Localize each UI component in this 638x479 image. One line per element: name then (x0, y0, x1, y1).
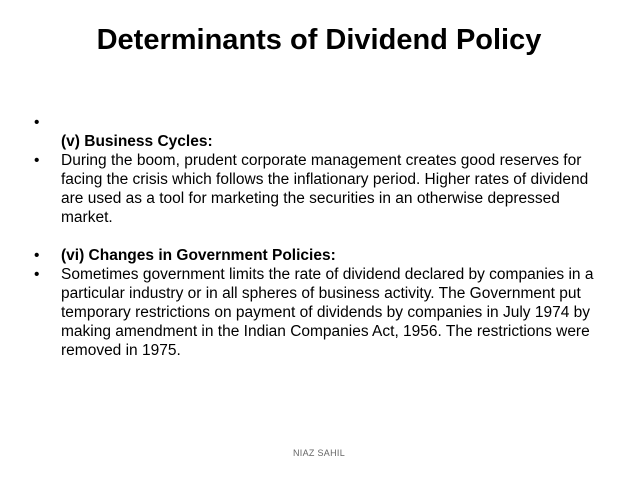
bullet-dot-icon: • (34, 247, 40, 264)
bullet-item-government-policies-text (34, 265, 609, 360)
slide-footer: NIAZ SAHIL (292, 448, 345, 458)
bullet-item-empty (34, 113, 609, 132)
bullet-item-business-cycles-heading (34, 132, 609, 151)
bullet-dot-icon: • (34, 152, 40, 169)
slide-title: Determinants of Dividend Policy (96, 24, 542, 56)
bullet-dot-icon: • (34, 266, 40, 283)
bullet-text-business-cycles: During the boom, prudent corporate management creates good reserves for facing the crisis which follows the inflationary period. Higher rates of dividend are used as a tool for marketing the securities in an otherwise depressed market. (61, 152, 589, 226)
slide-body (34, 113, 609, 360)
bullet-text-government-policies: Sometimes government limits the rate of dividend declared by companies in a particular industry or in all spheres of business activity. The Government put temporary restrictions on payment of dividends by companies in July 1974 by making amendment in the Indian Companies Act, 1956. The restrictions were removed in 1975. (61, 266, 594, 359)
bullet-dot-icon: • (34, 114, 40, 131)
bullet-item-business-cycles-text (34, 151, 609, 227)
bullet-text-empty (61, 113, 609, 132)
bullet-text-government-policies-heading: (vi) Changes in Government Policies: (61, 247, 336, 264)
bullet-item-government-policies-heading (34, 246, 609, 265)
bullet-text-business-cycles-heading: (v) Business Cycles: (61, 133, 213, 150)
spacer (34, 227, 609, 246)
